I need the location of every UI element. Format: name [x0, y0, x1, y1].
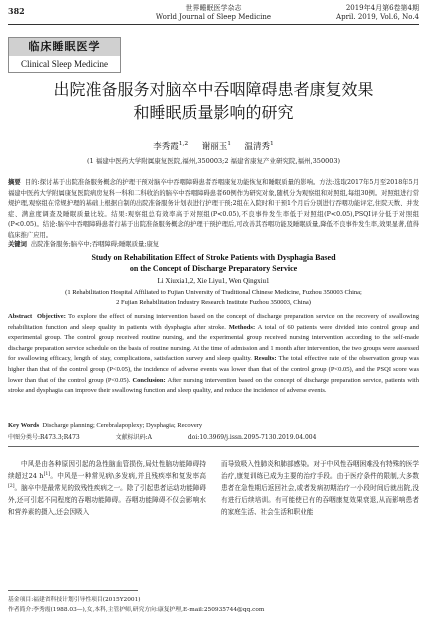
keywords-en — [8, 421, 419, 431]
conclusion-label: Conclusion: — [132, 376, 166, 384]
abstract-en-label: Abstract — [8, 313, 33, 320]
author-affiliation-mark: 1 — [270, 140, 274, 148]
citation: [1] — [43, 471, 51, 477]
article-title-line2: 和睡眠质量影响的研究 — [133, 103, 294, 122]
author-affiliation-mark: 1 — [227, 140, 231, 148]
journal-name-en: World Journal of Sleep Medicine — [155, 13, 272, 21]
body-column-right: 而导致吸入性肺炎和肺部感染。对于中风性吞咽困难没有特殊的医学治疗,康复训练已成为主要的治疗手段。由于医疗条件的限制,大多数患者在急性期后返回社会,或者发病初期治疗一小段时间后就出院,没有进行后续培训。有可能使已有的吞咽康复效果衰退,从而影响患者的家庭生活、社会生活和职业能 — [221, 460, 419, 516]
abstract-cn — [8, 178, 419, 241]
body-column-left — [8, 458, 206, 518]
classification-info — [8, 433, 419, 442]
author-affiliation-mark: 1,2 — [178, 140, 189, 148]
journal-name-cn: 世界睡眠医学杂志 — [185, 4, 242, 12]
keywords-cn — [8, 240, 419, 250]
footnote-divider — [8, 590, 138, 591]
section-label-en: Clinical Sleep Medicine — [21, 59, 108, 69]
results-label: Results: — [254, 355, 277, 363]
article-title-line1: 出院准备服务对脑卒中吞咽障碍患者康复效果 — [53, 80, 374, 99]
affiliation-en-line2: 2 Fujian Rehabilitation Industry Research Institute Fuzhou 350003, China) — [116, 299, 311, 306]
journal-header — [130, 4, 297, 22]
english-title-line2: on the Concept of Discharge Preparatory Service — [129, 264, 298, 273]
abstract-cn-text: 目的:探讨基于出院准备服务概念的护理干预对脑卒中吞咽障碍患者吞咽康复功能恢复和睡眠质量的影响。方法:选取2017年5月至2018年5月福建中医药大学附属康复医院病房复科一科和二科收治的脑卒中吞咽障碍患者60例作为研究对象,随机分为观察组和对照组,每组30例。对照组进行常规护理,观察组在常规护理的基础上根据自制的出院准备服务计划表进行护理干预;2组在入院时和干预1个月后分别进行吞咽功能评定,住院天数、并发症、满意度调查及睡眠质量比较。结果:观察组总有效率高于对照组(P<0.05),不良事件发生率低于对照组(P<0.05),PSQI评分低于对照组(P<0.05)。结论:脑卒中吞咽障碍患者行基于出院准备服务概念的护理干预护理后,可改善其吞咽功能及睡眠质量,降低不良事件发生率,效果显著,值得临床推广应用。 — [8, 179, 419, 239]
body-text: 中风是由各种原因引起的急性脑血管损伤,局灶性脑功能障碍持续超过24 h — [8, 460, 206, 480]
citation: [2] — [8, 483, 15, 489]
author-name: 谢丽玉 — [201, 142, 228, 152]
affiliation-cn: (1 福建中医药大学附属康复医院,福州,350003;2 福建省康复产业研究院,福州,350003) — [86, 157, 341, 165]
body-text: 。脑卒中是最常见的致残性疾病之一。除了引起患者运动功能障碍外,还可引起不同程度的吞咽功能障碍。吞咽功能障碍不仅会影响水和营养素的摄入,还会因吸入 — [8, 484, 206, 516]
keywords-en-text: Discharge planning; Cerebralapoplexy; Dysphagia; Recovery — [42, 422, 203, 429]
section-label — [8, 37, 121, 73]
header-divider — [8, 24, 419, 25]
authors-cn — [8, 142, 419, 152]
abstract-divider — [8, 446, 419, 447]
author-name: 李秀霞 — [153, 142, 179, 152]
author-name: 温清秀 — [244, 142, 271, 152]
affiliation-en-line1: (1 Rehabilitation Hospital Affiliated to Fujian University of Traditional Chinese Medicine, Fuzhou 350003 China; — [65, 289, 362, 296]
issue-info — [336, 4, 419, 22]
conclusion-text: After nursing intervention based on the concept of discharge preparation service, patients with stroke and dysphagia can improve their swallowing function and sleep quality, and reduce the incidence of adverse events. — [8, 376, 419, 395]
section-label-cn: 临床睡眠医学 — [9, 38, 120, 56]
methods-text: A total of 60 patients were divided into control group and experimental group. The control group received routine nursing, and the experimental group received nursing intervention according to the self-made discharge preparation service schedule on the basis of routine nursing. At the time of admission and 1 month after intervention, the two groups were assessed for swallowing efficacy, length of stay, complications, satisfaction survey and sleep quality. — [8, 323, 419, 363]
funding-footnote: 基金项目:福建省科技计划引导性项目(2015Y2001) — [8, 597, 141, 603]
body-text: 。中风是一种常见病\多发病,并且残疾率和复发率高 — [50, 472, 207, 480]
issue-cn: 2019年4月第6卷第4期 — [345, 4, 419, 12]
author-footnote: 作者简介:李秀霞(1988.03—),女,本科,主管护师,研究方向:康复护理,E-mail:250935744@qq.com — [8, 607, 265, 613]
doi: doi:10.3969/j.issn.2095-7130.2019.04.004 — [187, 434, 317, 441]
document-code: 文献标识码:A — [115, 434, 152, 441]
issue-en: April. 2019, Vol.6, No.4 — [336, 13, 419, 21]
results-text: The total effective rate of the observation group was higher than that of the control group (P<0.05), the incidence of adverse events was lower than that of the control group (P<0.05), and the PSQI score was lower than that of the control group (P<0.05). — [8, 355, 420, 384]
methods-label: Methods: — [228, 323, 256, 331]
objective-text: To explore the effect of nursing intervention based on the concept of discharge preparation service on the recovery of swallowing rehabilitation function and sleep quality in patients with dysphagia after stroke. — [8, 313, 419, 331]
objective-label: Objective: — [36, 313, 66, 320]
english-title-line1: Study on Rehabilitation Effect of Stroke Patients with Dysphagia Based — [91, 253, 336, 262]
abstract-cn-label: 摘要 — [8, 179, 21, 186]
authors-en: Li Xiuxia1,2, Xie Liyu1, Wen Qingxiu1 — [157, 277, 270, 285]
keywords-en-label: Key Words — [8, 422, 40, 429]
keywords-cn-text: 出院准备服务;脑卒中;吞咽障碍;睡眠质量;康复 — [30, 241, 160, 248]
clc-number: 中图分类号:R473.3;R473 — [8, 434, 80, 441]
keywords-cn-label: 关键词 — [8, 241, 27, 248]
abstract-en — [8, 312, 419, 397]
page-number: 382 — [8, 6, 25, 16]
